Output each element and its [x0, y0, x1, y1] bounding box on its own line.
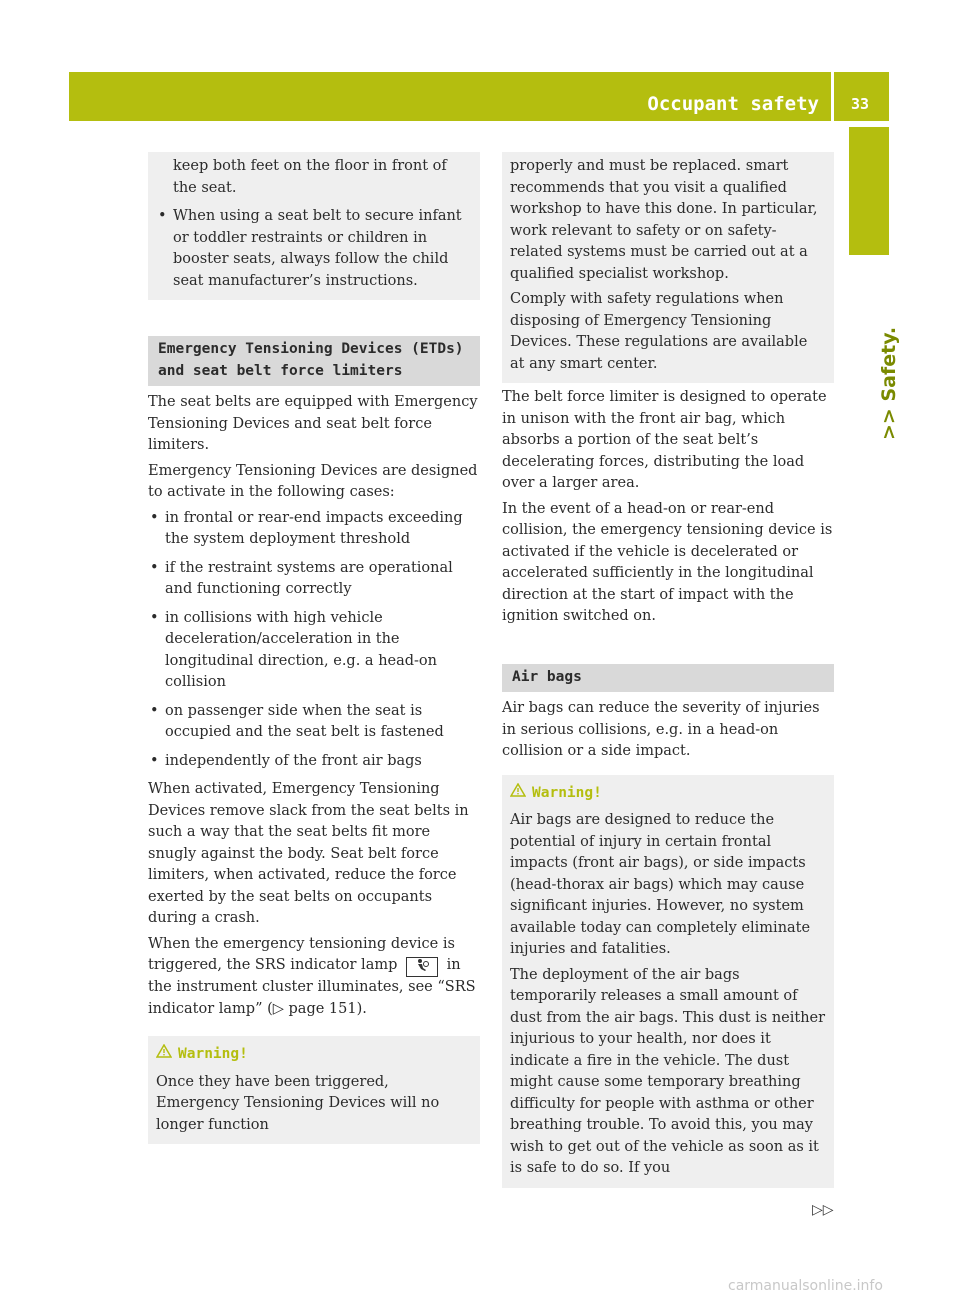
warning-continued-box [502, 152, 834, 383]
warning-title [510, 783, 826, 805]
list-item: • on passenger side when the seat is occupied and the seat belt is fastened [148, 701, 480, 744]
warning-triangle-icon [156, 1044, 172, 1066]
paragraph: Air bags can reduce the severity of injuries in serious collisions, e.g. in a head-on collision or a side impact. [502, 700, 820, 759]
list-item: • in collisions with high vehicle deceleration/acceleration in the longitudinal direction, e.g. a head-on collision [148, 608, 480, 694]
warning-text: The deployment of the air bags temporarily releases a small amount of dust from the air bags. This dust is neither injurious to your health, nor does it indicate a fire in the vehicle. The dust might cause some temporary breathing difficulty for people with asthma or other breathing trouble. To avoid this, you may wish to get out of the vehicle as soon as it is safe to do so. If you [510, 966, 826, 1176]
warning-triangle-icon [510, 783, 526, 805]
paragraph: When activated, Emergency Tensioning Devices remove slack from the seat belts in such a way that the seat belts fit more snugly against the body. Seat belt force limiters, when activated, reduce the force exerted by the seat belts on occupants during a crash. [148, 781, 469, 926]
list-item: • if the restraint systems are operational and functioning correctly [148, 558, 480, 601]
side-tab-marker [849, 127, 889, 255]
warning-text: Once they have been triggered, Emergency Tensioning Devices will no longer function [156, 1073, 440, 1133]
warning-box [502, 775, 834, 1188]
list-item: • in frontal or rear-end impacts exceeding the system deployment threshold [148, 508, 480, 551]
page-number: 33 [851, 94, 870, 113]
warning-label: Warning! [178, 1046, 248, 1062]
srs-text-a: When the emergency tensioning device is triggered, the SRS indicator lamp [148, 935, 455, 973]
right-column [502, 152, 834, 1188]
side-tab[interactable] [849, 262, 900, 442]
next-page-arrow-icon[interactable]: ▷▷ [812, 1202, 834, 1218]
paragraph: Emergency Tensioning Devices are designed to activate in the following cases: [148, 462, 478, 500]
header-separator [831, 72, 834, 121]
srs-text-b[interactable]: in the instrument cluster illuminates, see “SRS indicator lamp” (▷ page 151). [148, 957, 476, 1017]
list-item: • independently of the front air bags [148, 751, 480, 773]
section-heading-etd: Emergency Tensioning Devices (ETDs) and seat belt force limiters [148, 336, 480, 386]
continued-warning-box [148, 152, 480, 300]
watermark: carmanualsonline.info [728, 1278, 883, 1294]
header-bar [69, 72, 889, 121]
warning-text: Air bags are designed to reduce the potential of injury in certain frontal impacts (front air bags), or side impacts (head-thorax air bags) which may cause significant injuries. However, no system available today can completely eliminate injuries and fatalities. [510, 812, 811, 957]
warning-box [148, 1036, 480, 1144]
warning-title [156, 1044, 472, 1066]
paragraph: The seat belts are equipped with Emergency Tensioning Devices and seat belt force limiters. [148, 394, 478, 453]
paragraph: The belt force limiter is designed to operate in unison with the front air bag, which absorbs a portion of the seat belt’s decelerating forces, distributing the load over a larger area. [502, 389, 827, 491]
paragraph-srs [148, 934, 480, 1021]
list-item: • When using a seat belt to secure infant or toddler restraints or children in booster seats, always follow the child seat manufacturer’s instructions. [156, 206, 472, 292]
warning-continued-text: Comply with safety regulations when disposing of Emergency Tensioning Devices. These regulations are available at any smart center. [510, 291, 808, 372]
continued-text: keep both feet on the floor in front of the seat. [173, 158, 447, 196]
warning-continued-text: properly and must be replaced. smart recommends that you visit a qualified workshop to have this done. In particular, work relevant to safety or on safety-related systems must be carried out at a qualified specialist workshop. [510, 158, 818, 282]
left-column [148, 152, 480, 1144]
warning-label: Warning! [532, 784, 602, 801]
srs-indicator-lamp-icon [406, 957, 438, 977]
paragraph: In the event of a head-on or rear-end collision, the emergency tensioning device is activated if the vehicle is decelerated or accelerated sufficiently in the longitudinal direction at the start of impact with the ignition switched on. [502, 500, 833, 624]
chapter-title: Occupant safety [647, 92, 819, 115]
side-tab-label: >> Safety. [878, 326, 900, 440]
section-heading-air-bags: Air bags [502, 664, 834, 693]
